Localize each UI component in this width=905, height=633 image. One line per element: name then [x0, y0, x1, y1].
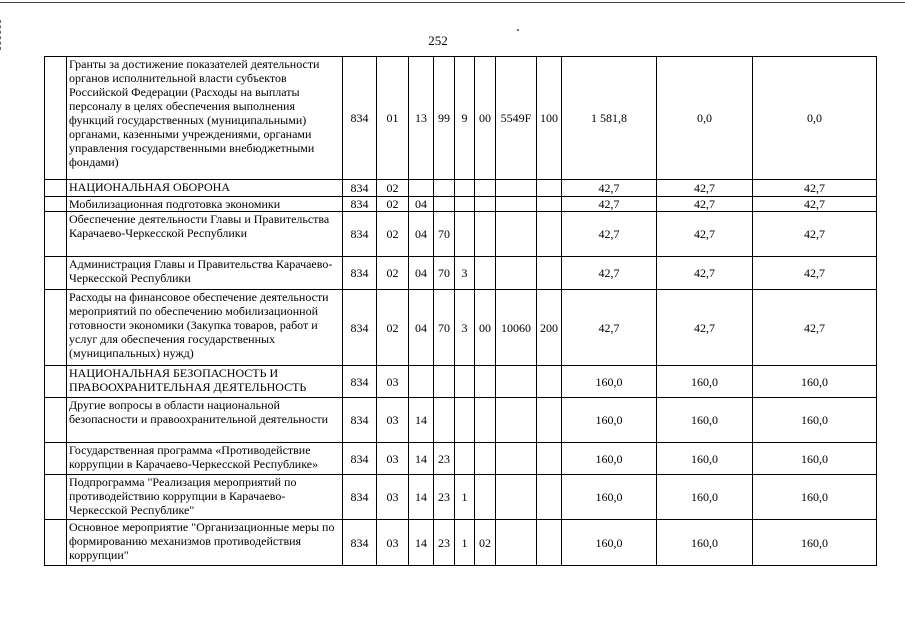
direction-code-cell [496, 366, 537, 398]
sum-year1-cell: 42,7 [562, 257, 657, 290]
podrazdel-cell: 14 [409, 443, 434, 475]
table-row [45, 398, 877, 443]
sum-year1-cell: 160,0 [562, 398, 657, 443]
sum-year1-cell: 160,0 [562, 475, 657, 520]
sum-year3-cell: 160,0 [753, 366, 877, 398]
razdel-cell: 03 [377, 398, 409, 443]
subprogram-code-cell: 1 [455, 475, 475, 520]
table-row [45, 180, 877, 197]
direction-code-cell [496, 475, 537, 520]
razdel-cell: 02 [377, 257, 409, 290]
vedomstvo-cell: 834 [343, 366, 377, 398]
event-code-cell: 00 [475, 290, 496, 366]
sum-year2-cell: 42,7 [657, 290, 753, 366]
sum-year3-cell: 42,7 [753, 180, 877, 197]
sum-year3-cell: 160,0 [753, 398, 877, 443]
sum-year1-cell: 42,7 [562, 180, 657, 197]
sum-year2-cell: 42,7 [657, 180, 753, 197]
row-margin-cell [45, 475, 67, 520]
sum-year2-cell: 160,0 [657, 366, 753, 398]
row-name-cell: Обеспечение деятельности Главы и Правительства Карачаево-Черкесской Республики [67, 212, 343, 257]
sum-year2-cell: 42,7 [657, 257, 753, 290]
subprogram-code-cell: 1 [455, 520, 475, 566]
program-code-cell [434, 366, 455, 398]
podrazdel-cell [409, 180, 434, 197]
podrazdel-cell [409, 366, 434, 398]
vedomstvo-cell: 834 [343, 398, 377, 443]
row-name-cell: Мобилизационная подготовка экономики [67, 197, 343, 212]
table-row [45, 57, 877, 180]
sum-year2-cell: 160,0 [657, 398, 753, 443]
program-code-cell [434, 180, 455, 197]
row-margin-cell [45, 197, 67, 212]
direction-code-cell [496, 520, 537, 566]
event-code-cell [475, 398, 496, 443]
sum-year3-cell: 42,7 [753, 290, 877, 366]
row-margin-cell [45, 57, 67, 180]
razdel-cell: 02 [377, 197, 409, 212]
vedomstvo-cell: 834 [343, 197, 377, 212]
row-margin-cell [45, 443, 67, 475]
table-row [45, 475, 877, 520]
subprogram-code-cell [455, 180, 475, 197]
table-row [45, 257, 877, 290]
sum-year1-cell: 160,0 [562, 366, 657, 398]
row-name-cell: НАЦИОНАЛЬНАЯ ОБОРОНА [67, 180, 343, 197]
vedomstvo-cell: 834 [343, 57, 377, 180]
vedomstvo-cell: 834 [343, 520, 377, 566]
sum-year3-cell: 160,0 [753, 475, 877, 520]
expense-type-cell [537, 443, 562, 475]
page-number: 252 [428, 33, 448, 48]
sum-year3-cell: 160,0 [753, 443, 877, 475]
razdel-cell: 02 [377, 180, 409, 197]
row-name-cell: Другие вопросы в области национальной безопасности и правоохранительной деятельности [67, 398, 343, 443]
vedomstvo-cell: 834 [343, 257, 377, 290]
expense-type-cell [537, 520, 562, 566]
podrazdel-cell: 04 [409, 197, 434, 212]
direction-code-cell [496, 443, 537, 475]
sum-year3-cell: 42,7 [753, 257, 877, 290]
sum-year1-cell: 1 581,8 [562, 57, 657, 180]
row-margin-cell [45, 212, 67, 257]
table-row [45, 443, 877, 475]
row-name-cell: Государственная программа «Противодействие коррупции в Карачаево-Черкесской Республике» [67, 443, 343, 475]
sum-year1-cell: 42,7 [562, 290, 657, 366]
subprogram-code-cell [455, 366, 475, 398]
expense-type-cell: 200 [537, 290, 562, 366]
subprogram-code-cell: 3 [455, 290, 475, 366]
row-margin-cell [45, 366, 67, 398]
row-name-cell: Подпрограмма "Реализация мероприятий по противодействию коррупции в Карачаево-Черкесской Республике" [67, 475, 343, 520]
table-row [45, 520, 877, 566]
expense-type-cell [537, 398, 562, 443]
sum-year2-cell: 42,7 [657, 212, 753, 257]
vedomstvo-cell: 834 [343, 443, 377, 475]
event-code-cell [475, 197, 496, 212]
sum-year3-cell: 160,0 [753, 520, 877, 566]
event-code-cell: 00 [475, 57, 496, 180]
podrazdel-cell: 14 [409, 475, 434, 520]
program-code-cell: 99 [434, 57, 455, 180]
row-name-cell: Гранты за достижение показателей деятельности органов исполнительной власти субъектов Российской Федерации (Расходы на выплаты персоналу в целях обеспечения выполнения функций государственных (муниципальными) органами, казенными учреждениями, органами управления государственными внебюджетными фондами) [67, 57, 343, 180]
razdel-cell: 03 [377, 520, 409, 566]
expense-type-cell [537, 257, 562, 290]
direction-code-cell [496, 398, 537, 443]
direction-code-cell [496, 212, 537, 257]
scan-speck [517, 29, 519, 31]
row-name-cell: Основное мероприятие "Организационные меры по формированию механизмов противодействия коррупции" [67, 520, 343, 566]
sum-year2-cell: 160,0 [657, 520, 753, 566]
razdel-cell: 03 [377, 366, 409, 398]
row-name-cell: НАЦИОНАЛЬНАЯ БЕЗОПАСНОСТЬ И ПРАВООХРАНИТЕЛЬНАЯ ДЕЯТЕЛЬНОСТЬ [67, 366, 343, 398]
vedomstvo-cell: 834 [343, 212, 377, 257]
event-code-cell [475, 366, 496, 398]
expense-type-cell [537, 180, 562, 197]
row-name-cell: Администрация Главы и Правительства Карачаево-Черкесской Республики [67, 257, 343, 290]
sum-year1-cell: 160,0 [562, 520, 657, 566]
row-margin-cell [45, 290, 67, 366]
razdel-cell: 02 [377, 290, 409, 366]
sum-year1-cell: 42,7 [562, 197, 657, 212]
expense-type-cell: 100 [537, 57, 562, 180]
sum-year2-cell: 160,0 [657, 475, 753, 520]
vedomstvo-cell: 834 [343, 290, 377, 366]
subprogram-code-cell [455, 398, 475, 443]
table-body [45, 57, 877, 566]
program-code-cell: 23 [434, 520, 455, 566]
razdel-cell: 01 [377, 57, 409, 180]
subprogram-code-cell: 9 [455, 57, 475, 180]
row-margin-cell [45, 180, 67, 197]
row-margin-cell [45, 257, 67, 290]
program-code-cell: 23 [434, 475, 455, 520]
expense-type-cell [537, 197, 562, 212]
subprogram-code-cell: 3 [455, 257, 475, 290]
expense-type-cell [537, 366, 562, 398]
vedomstvo-cell: 834 [343, 475, 377, 520]
sum-year2-cell: 0,0 [657, 57, 753, 180]
event-code-cell [475, 212, 496, 257]
podrazdel-cell: 14 [409, 398, 434, 443]
podrazdel-cell: 14 [409, 520, 434, 566]
podrazdel-cell: 04 [409, 290, 434, 366]
sum-year2-cell: 160,0 [657, 443, 753, 475]
subprogram-code-cell [455, 197, 475, 212]
direction-code-cell [496, 180, 537, 197]
row-margin-cell [45, 398, 67, 443]
podrazdel-cell: 13 [409, 57, 434, 180]
program-code-cell: 70 [434, 290, 455, 366]
expense-type-cell [537, 212, 562, 257]
event-code-cell [475, 475, 496, 520]
row-name-cell: Расходы на финансовое обеспечение деятельности мероприятий по обеспечению мобилизационной готовности экономики (Закупка товаров, работ и услуг для обеспечения государственных (муниципальных) нужд) [67, 290, 343, 366]
subprogram-code-cell [455, 212, 475, 257]
razdel-cell: 03 [377, 475, 409, 520]
table-row [45, 366, 877, 398]
program-code-cell [434, 197, 455, 212]
event-code-cell [475, 257, 496, 290]
sum-year1-cell: 42,7 [562, 212, 657, 257]
razdel-cell: 03 [377, 443, 409, 475]
podrazdel-cell: 04 [409, 212, 434, 257]
event-code-cell [475, 180, 496, 197]
sum-year3-cell: 0,0 [753, 57, 877, 180]
table-row [45, 290, 877, 366]
program-code-cell: 70 [434, 257, 455, 290]
budget-table [44, 56, 877, 566]
direction-code-cell [496, 197, 537, 212]
top-border-line [0, 2, 905, 3]
subprogram-code-cell [455, 443, 475, 475]
sum-year1-cell: 160,0 [562, 443, 657, 475]
direction-code-cell: 10060 [496, 290, 537, 366]
sum-year3-cell: 42,7 [753, 212, 877, 257]
razdel-cell: 02 [377, 212, 409, 257]
direction-code-cell [496, 257, 537, 290]
podrazdel-cell: 04 [409, 257, 434, 290]
program-code-cell [434, 398, 455, 443]
direction-code-cell: 5549F [496, 57, 537, 180]
program-code-cell: 70 [434, 212, 455, 257]
sum-year2-cell: 42,7 [657, 197, 753, 212]
event-code-cell: 02 [475, 520, 496, 566]
table-row [45, 212, 877, 257]
program-code-cell: 23 [434, 443, 455, 475]
sum-year3-cell: 42,7 [753, 197, 877, 212]
table-row [45, 197, 877, 212]
expense-type-cell [537, 475, 562, 520]
event-code-cell [475, 443, 496, 475]
vedomstvo-cell: 834 [343, 180, 377, 197]
row-margin-cell [45, 520, 67, 566]
